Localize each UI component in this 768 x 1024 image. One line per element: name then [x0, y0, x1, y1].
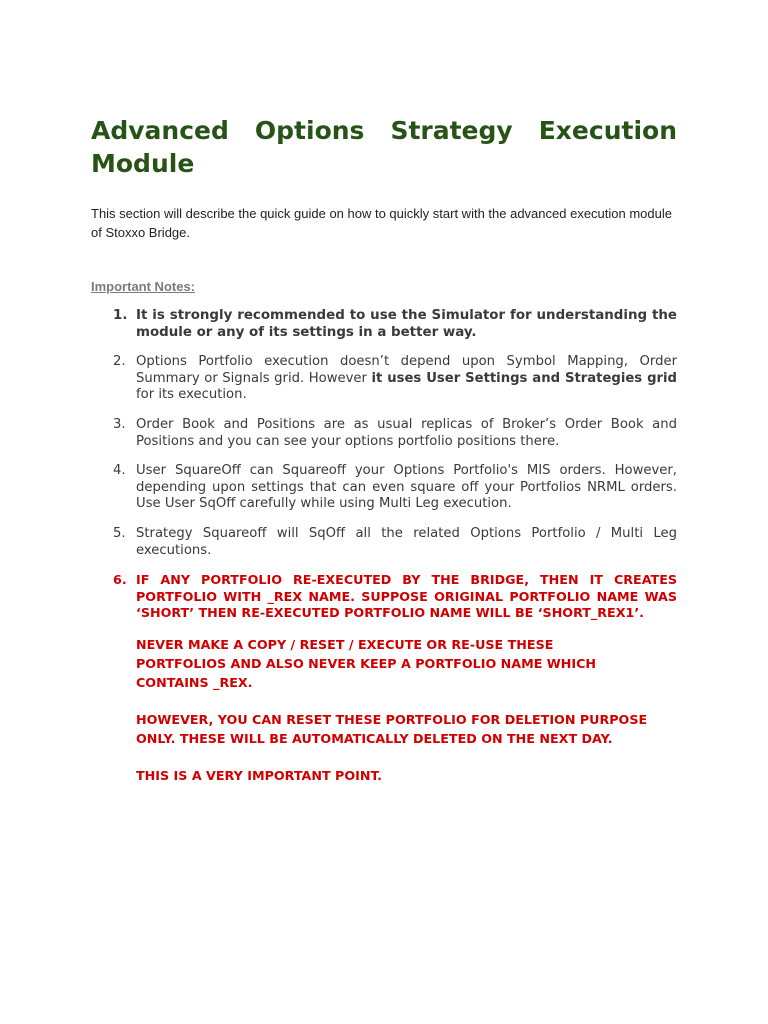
note-number: 5.	[113, 525, 126, 541]
important-notes-heading: Important Notes:	[91, 279, 195, 294]
note-number: 3.	[113, 416, 126, 432]
note-item-3	[91, 417, 677, 450]
note-item-5	[91, 526, 677, 559]
important-point-warning: THIS IS A VERY IMPORTANT POINT.	[136, 767, 383, 783]
never-reuse-warning	[91, 635, 677, 692]
warning-line: CONTAINS _REX.	[136, 674, 253, 690]
note-text: User SquareOff can Squareoff your Options Portfolio's MIS orders. However, depending upon settings that can even square off your Portfolios NRML orders. Use User SqOff carefully while using Multi Leg execution.	[136, 463, 677, 512]
note-number: 6.	[113, 572, 127, 588]
note-text: IF ANY PORTFOLIO RE-EXECUTED BY THE BRIDGE, THEN IT CREATES PORTFOLIO WITH _REX NAME. SUPPOSE ORIGINAL PORTFOLIO NAME WAS ‘SHORT’ THEN RE-EXECUTED PORTFOLIO NAME WILL BE ‘SHORT_REX1’.	[136, 572, 677, 621]
note-text: It is strongly recommended to use the Simulator for understanding the module or any of its settings in a better way.	[136, 308, 677, 340]
note-number: 2.	[113, 354, 126, 370]
warning-line: PORTFOLIOS AND ALSO NEVER KEEP A PORTFOLIO NAME WHICH	[136, 655, 597, 671]
warning-line: NEVER MAKE A COPY / RESET / EXECUTE OR RE-USE THESE	[136, 636, 554, 652]
note-item-1	[91, 308, 677, 341]
note-text-tail: for its execution.	[136, 387, 247, 403]
note-item-6	[91, 572, 677, 622]
page-title: Advanced Options Strategy Execution Module	[91, 116, 677, 178]
note-item-4	[91, 463, 677, 513]
reset-deletion-warning: HOWEVER, YOU CAN RESET THESE PORTFOLIO FOR DELETION PURPOSE ONLY. THESE WILL BE AUTOMATICALLY DELETED ON THE NEXT DAY.	[136, 711, 648, 746]
note-text: Order Book and Positions are as usual replicas of Broker’s Order Book and Positions and you can see your options portfolio positions there.	[136, 416, 677, 449]
note-text: Strategy Squareoff will SqOff all the related Options Portfolio / Multi Leg executions.	[136, 525, 677, 558]
note-bold-text: it uses User Settings and Strategies grid	[371, 370, 677, 386]
note-text: Options Portfolio execution doesn’t depend upon Symbol Mapping, Order Summary or Signals grid. However	[136, 354, 677, 386]
note-number: 1.	[113, 308, 128, 323]
intro-paragraph: This section will describe the quick guide on how to quickly start with the advanced execution module of Stoxxo Bridge.	[91, 206, 672, 240]
document-page	[91, 114, 677, 785]
important-notes-list	[91, 308, 677, 622]
note-number: 4.	[113, 463, 126, 479]
note-item-2	[91, 354, 677, 404]
